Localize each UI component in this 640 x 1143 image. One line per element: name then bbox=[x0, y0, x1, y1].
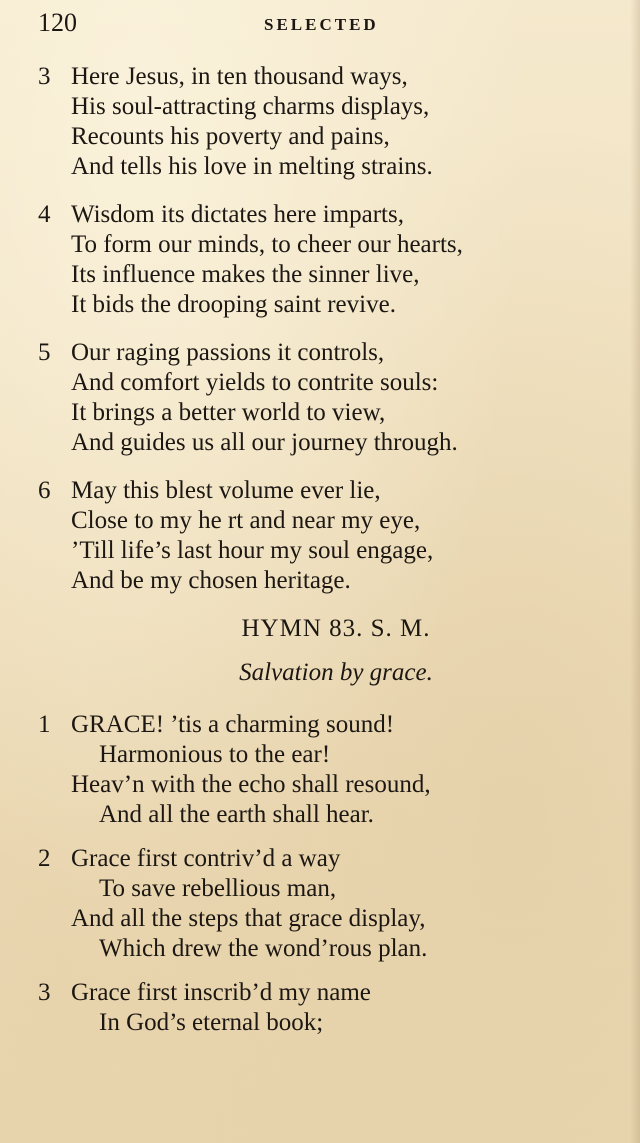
verse-line: To save rebellious man, bbox=[99, 875, 337, 902]
verse-number: 5 bbox=[38, 339, 51, 366]
verse-line: And tells his love in melting strains. bbox=[71, 153, 433, 180]
verse-line: To form our minds, to cheer our hearts, bbox=[71, 231, 463, 258]
verse-line: Close to my he rt and near my eye, bbox=[71, 507, 421, 534]
verse-number: 2 bbox=[38, 845, 51, 872]
verse-line: And guides us all our journey through. bbox=[71, 429, 458, 456]
verse-line: Here Jesus, in ten thousand ways, bbox=[71, 63, 408, 90]
verse-line: And all the earth shall hear. bbox=[99, 801, 374, 828]
verse-line: Our raging passions it controls, bbox=[71, 339, 385, 366]
verse-line: His soul-attracting charms displays, bbox=[71, 93, 430, 120]
running-head: SELECTED bbox=[264, 15, 379, 34]
page-edge-shadow bbox=[630, 0, 640, 1143]
verse-line: Recounts his poverty and pains, bbox=[71, 123, 390, 150]
verse-number: 3 bbox=[38, 63, 51, 90]
verse-number: 3 bbox=[38, 979, 51, 1006]
stanza-5-top bbox=[38, 338, 598, 458]
hymn-subtitle: Salvation by grace. bbox=[239, 659, 433, 686]
verse-line: Grace first contriv’d a way bbox=[71, 845, 341, 872]
hymn-stanza-1 bbox=[38, 710, 598, 830]
hymn-stanza-2 bbox=[38, 844, 598, 964]
verse-line: And all the steps that grace display, bbox=[71, 905, 426, 932]
verse-number: 4 bbox=[38, 201, 51, 228]
verse-line: May this blest volume ever lie, bbox=[71, 477, 381, 504]
verse-line: Harmonious to the ear! bbox=[99, 741, 331, 768]
verse-line: ’Till life’s last hour my soul engage, bbox=[71, 537, 434, 564]
stanza-3-top bbox=[38, 62, 598, 182]
hymn-title: HYMN 83. S. M. bbox=[241, 615, 431, 642]
verse-line: Wisdom its dictates here imparts, bbox=[71, 201, 404, 228]
verse-line: GRACE! ’tis a charming sound! bbox=[71, 711, 395, 738]
hymn-text bbox=[38, 62, 598, 1052]
verse-line: And be my chosen heritage. bbox=[71, 567, 351, 594]
verse-line: Heav’n with the echo shall resound, bbox=[71, 771, 431, 798]
verse-number: 6 bbox=[38, 477, 51, 504]
page-number: 120 bbox=[38, 8, 77, 37]
hymn-stanza-3 bbox=[38, 978, 598, 1038]
verse-line: Its influence makes the sinner live, bbox=[71, 261, 420, 288]
verse-number: 1 bbox=[38, 711, 51, 738]
page-header bbox=[38, 8, 598, 42]
stanza-6-top bbox=[38, 476, 598, 596]
verse-line: In God’s eternal book; bbox=[99, 1009, 324, 1036]
verse-line: Which drew the wond’rous plan. bbox=[99, 935, 428, 962]
verse-line: Grace first inscrib’d my name bbox=[71, 979, 371, 1006]
verse-line: And comfort yields to contrite souls: bbox=[71, 369, 439, 396]
verse-line: It bids the drooping saint revive. bbox=[71, 291, 396, 318]
stanza-4-top bbox=[38, 200, 598, 320]
verse-line: It brings a better world to view, bbox=[71, 399, 386, 426]
